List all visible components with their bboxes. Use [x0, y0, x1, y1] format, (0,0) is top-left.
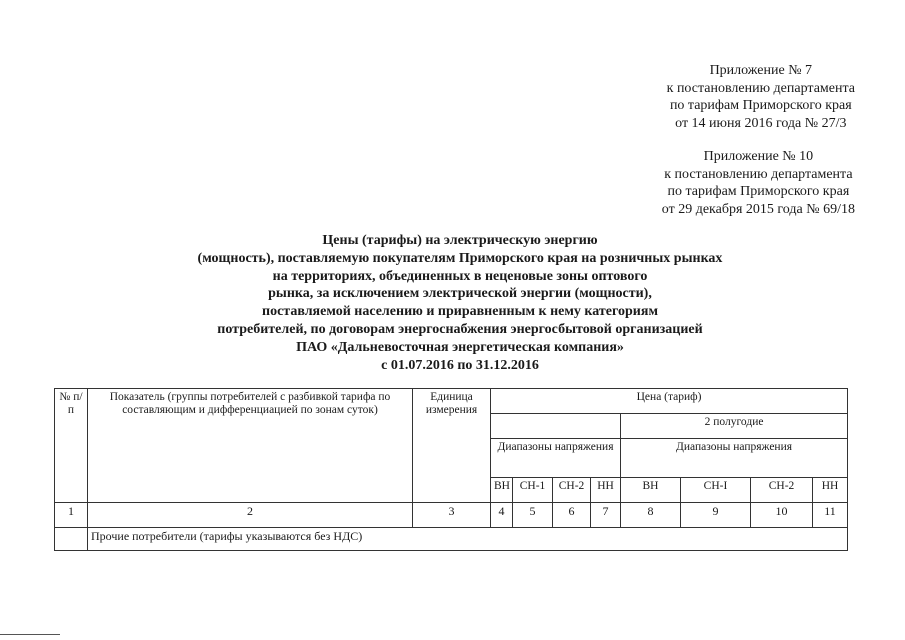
- appendix-10-block: [662, 148, 855, 218]
- note-cell: Прочие потребители (тарифы указываются без НДС): [88, 528, 848, 551]
- title-line-6: потребителей, по договорам энергоснабжения энергосбытовой организацией: [217, 321, 703, 337]
- title-line-4: рынка, за исключением электрической энергии (мощности),: [268, 286, 652, 302]
- header-unit: Единица измерения: [413, 389, 491, 503]
- title-line-1: Цены (тарифы) на электрическую энергию: [322, 233, 598, 248]
- header-row-1: [55, 389, 848, 414]
- level-sn2-1: СН-2: [553, 478, 591, 503]
- header-indicator: Показатель (группы потребителей с разбивкой тарифа по составляющим и дифференциацией по зонам суток): [88, 389, 413, 503]
- col-number-9: 9: [681, 503, 751, 528]
- col-number-3: 3: [413, 503, 491, 528]
- header-num: № п/п: [55, 389, 88, 503]
- level-vn-2: ВН: [621, 478, 681, 503]
- title-line-2: (мощность), поставляемую покупателям Приморского края на розничных рынках: [197, 250, 723, 266]
- appendix-7-line-2: к постановлению департамента: [666, 80, 855, 96]
- column-number-row: [55, 503, 848, 528]
- level-sn2-2: СН-2: [751, 478, 813, 503]
- appendix-7-line-4: от 14 июня 2016 года № 27/3: [675, 115, 847, 131]
- appendix-10-line-3: по тарифам Приморского края: [667, 184, 850, 199]
- col-number-5: 5: [513, 503, 553, 528]
- col-number-2: 2: [88, 503, 413, 528]
- note-num-cell: [55, 528, 88, 551]
- page-edge-mark: [0, 634, 60, 635]
- col-number-8: 8: [621, 503, 681, 528]
- header-ranges-2: Диапазоны напряжения: [621, 439, 848, 478]
- col-number-1: 1: [55, 503, 88, 528]
- col-number-7: 7: [591, 503, 621, 528]
- appendix-7-heading: Приложение № 7: [709, 63, 813, 78]
- col-number-6: 6: [553, 503, 591, 528]
- col-number-10: 10: [751, 503, 813, 528]
- level-sn1-1: СН-1: [513, 478, 553, 503]
- header-half2: 2 полугодие: [621, 414, 848, 439]
- level-sn1-2: СН-I: [681, 478, 751, 503]
- header-price: Цена (тариф): [491, 389, 848, 414]
- appendix-10-line-4: от 29 декабря 2015 года № 69/18: [661, 201, 855, 217]
- header-ranges-1: Диапазоны напряжения: [491, 439, 621, 478]
- level-nn-1: НН: [591, 478, 621, 503]
- level-nn-2: НН: [813, 478, 848, 503]
- tariff-table: [54, 388, 848, 551]
- document-title: [160, 232, 760, 374]
- header-half1-empty: [491, 414, 621, 439]
- appendix-10-line-2: к постановлению департамента: [664, 166, 853, 182]
- title-line-7: ПАО «Дальневосточная энергетическая компания»: [296, 339, 624, 355]
- title-line-3: на территориях, объединенных в неценовые зоны оптового: [272, 268, 648, 284]
- appendix-7-line-3: по тарифам Приморского края: [669, 98, 852, 113]
- table-row: [55, 528, 848, 551]
- title-line-5: поставляемой населению и приравненным к нему категориям: [262, 304, 658, 320]
- col-number-4: 4: [491, 503, 513, 528]
- col-number-11: 11: [813, 503, 848, 528]
- title-line-8: с 01.07.2016 по 31.12.2016: [381, 357, 539, 373]
- level-vn-1: ВН: [491, 478, 513, 503]
- appendix-10-heading: Приложение № 10: [703, 149, 814, 164]
- appendix-7-block: [667, 62, 855, 132]
